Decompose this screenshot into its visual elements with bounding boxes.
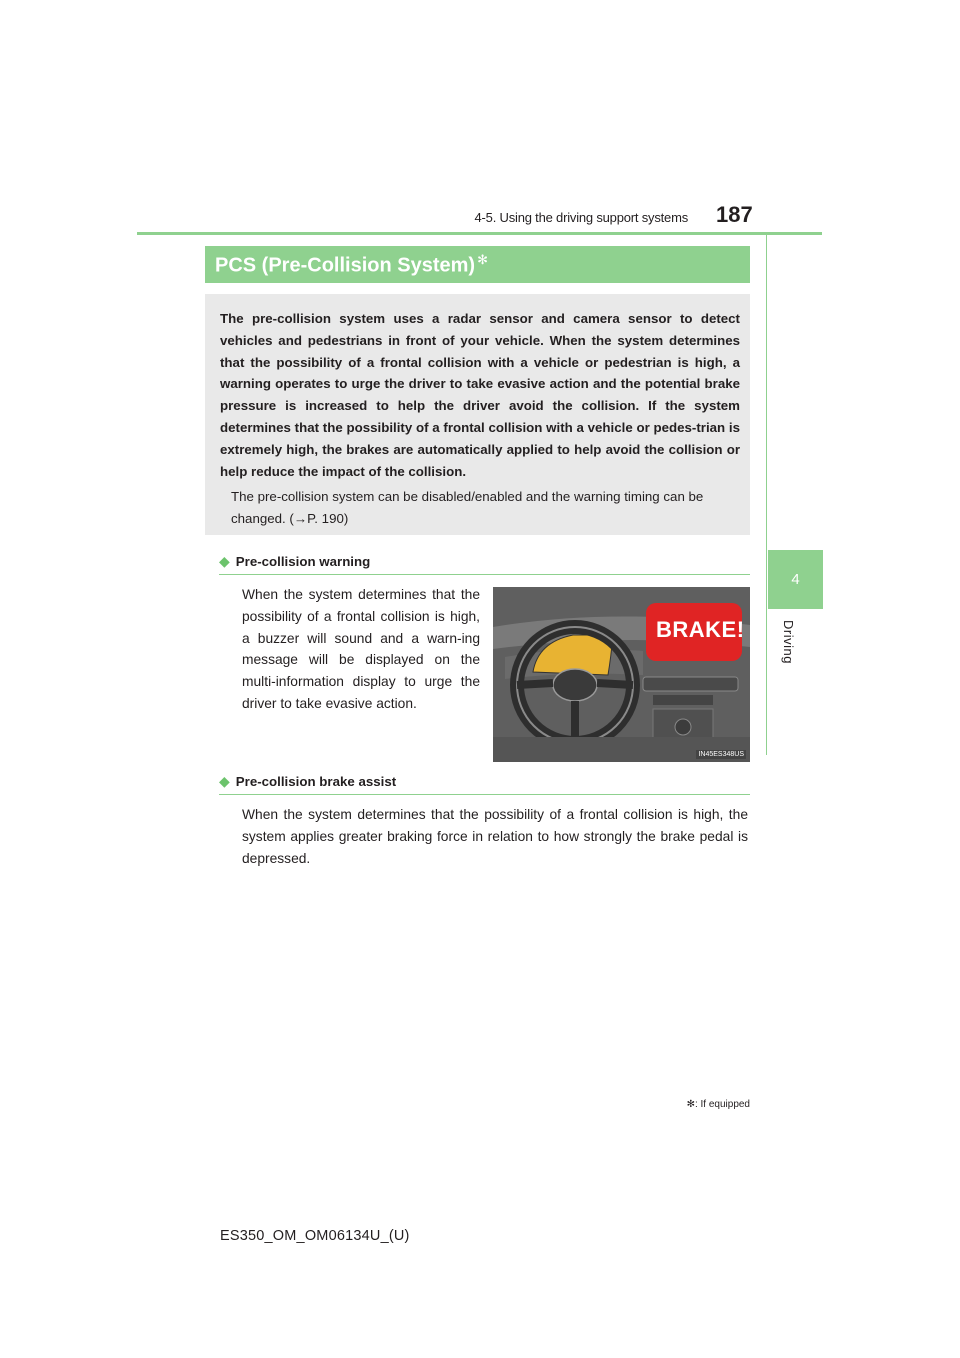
header-rule bbox=[137, 232, 822, 235]
subheading-brake-assist bbox=[219, 773, 396, 790]
intro-note: The pre-collision system can be disabled/enabled and the warning timing can be changed. (→P. 190) bbox=[231, 489, 704, 526]
brake-assist-body: When the system determines that the possibility of a frontal collision is high, the system applies greater braking force in relation to how strongly the brake pedal is depressed. bbox=[242, 807, 748, 866]
footnote-marker: ✻ bbox=[686, 1099, 695, 1110]
section-title bbox=[215, 252, 488, 278]
dashboard-illustration bbox=[493, 587, 750, 762]
intro-paragraph: The pre-collision system uses a radar sensor and camera sensor to detect vehicles and pedestrians in front of your vehicle. When the system determines that the possibility of a frontal collision with a vehicle or pedestrian is high, a warning operates to urge the driver to take evasive action and the potential brake pressure is increased to help the driver avoid the collision. If the system determines that the possibility of a frontal collision with a vehicle or pedes-trian is extremely high, the brakes are automatically applied to help avoid the collision or help reduce the impact of the collision. bbox=[220, 311, 740, 479]
brake-warning-callout bbox=[646, 603, 745, 661]
warning-body: When the system determines that the possibility of a frontal collision is high, a buzzer will sound and a warn-ing message will be displayed on the multi-information display to urge the driver to take evasive action. bbox=[242, 587, 480, 711]
intro-box bbox=[205, 294, 750, 535]
running-header: 4-5. Using the driving support systems bbox=[474, 210, 688, 225]
brake-warning-text: BRAKE! bbox=[656, 617, 745, 642]
subheading-warning bbox=[219, 553, 370, 570]
subheading-warning-text: Pre-collision warning bbox=[235, 554, 371, 569]
equipped-marker: ✻ bbox=[477, 252, 488, 267]
chapter-tab: 4 bbox=[768, 550, 823, 609]
diamond-bullet-icon: ◆ bbox=[219, 773, 230, 789]
footnote-text: : If equipped bbox=[694, 1099, 750, 1110]
footnote bbox=[686, 1099, 750, 1110]
page-number: 187 bbox=[716, 202, 753, 227]
subheading-rule bbox=[219, 574, 750, 575]
document-code: ES350_OM_OM06134U_(U) bbox=[220, 1228, 410, 1244]
section-title-text: PCS (Pre-Collision System) bbox=[215, 254, 476, 277]
figure-code: IN45ES348US bbox=[698, 751, 744, 758]
chapter-label: Driving bbox=[781, 620, 796, 664]
subheading-rule bbox=[219, 794, 750, 795]
diamond-bullet-icon: ◆ bbox=[219, 553, 230, 569]
side-divider bbox=[766, 235, 767, 755]
subheading-brake-assist-text: Pre-collision brake assist bbox=[235, 774, 397, 789]
section-title-bar bbox=[205, 246, 750, 283]
